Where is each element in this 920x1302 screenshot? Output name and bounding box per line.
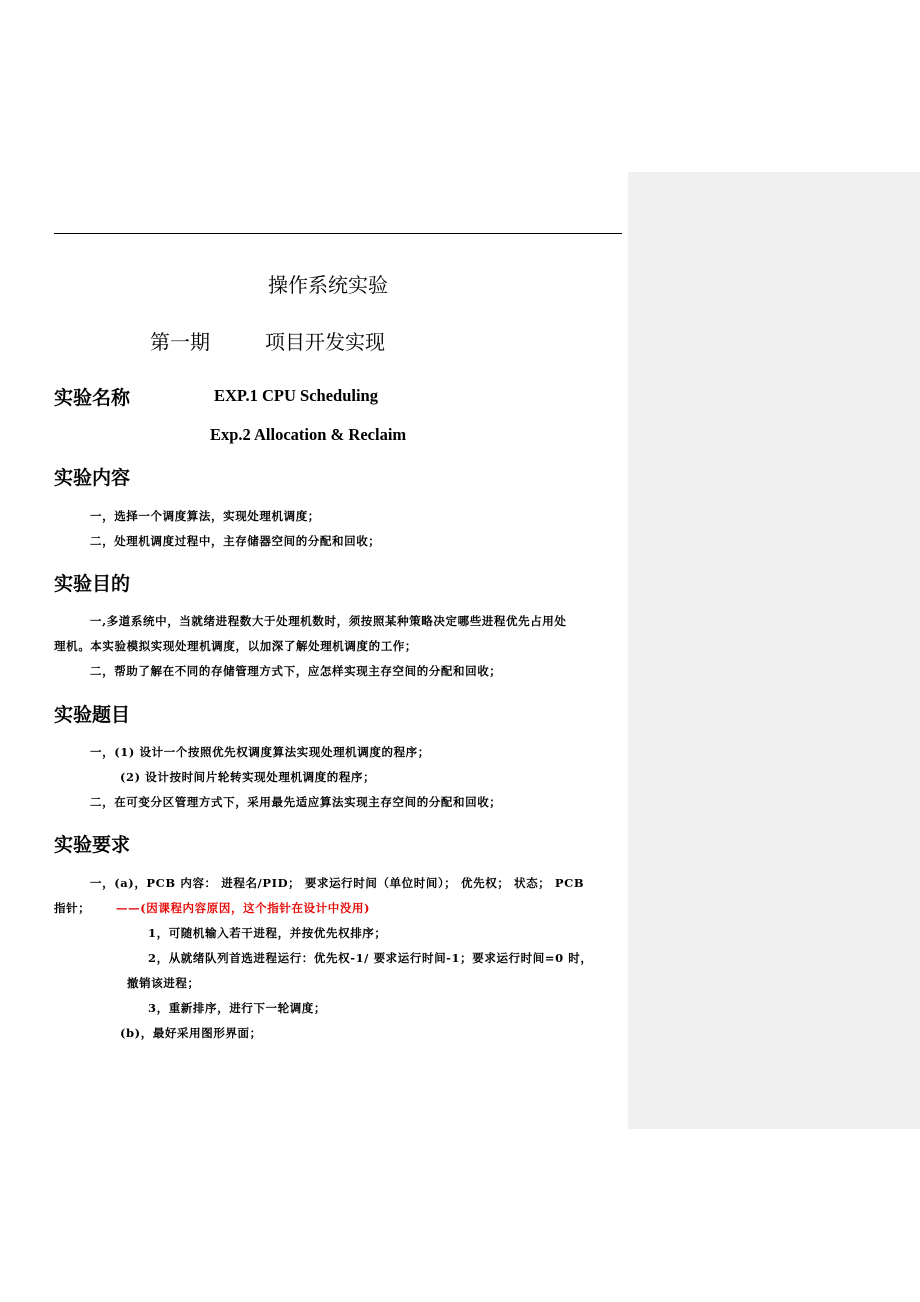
header-rule — [54, 233, 622, 234]
purpose-line-3: 二，帮助了解在不同的存储管理方式下，应怎样实现主存空间的分配和回收； — [90, 664, 502, 678]
purpose-line-2: 理机。本实验模拟实现处理机调度，以加深了解处理机调度的工作； — [54, 639, 417, 653]
topic-line-1: 一，(1) 设计一个按照优先权调度算法实现处理机调度的程序； — [90, 745, 430, 759]
req-step-3: 3，重新排序，进行下一轮调度； — [148, 1001, 326, 1015]
req-step-2: 2，从就绪队列首选进程运行：优先权-1/ 要求运行时间-1；要求运行时间=0 时， — [148, 951, 593, 965]
project-label: 项目开发实现 — [265, 330, 385, 354]
req-line-2-note: ——(因课程内容原因，这个指针在设计中没用) — [116, 901, 371, 915]
content-line-2: 二，处理机调度过程中，主存储器空间的分配和回收； — [90, 534, 381, 548]
exp1-name: EXP.1 CPU Scheduling — [214, 386, 378, 405]
content-line-1: 一，选择一个调度算法，实现处理机调度； — [90, 509, 320, 523]
comment-pane — [628, 172, 920, 1129]
topic-line-3: 二，在可变分区管理方式下，采用最先适应算法实现主存空间的分配和回收； — [90, 795, 502, 809]
req-line-1: 一，(a)，PCB 内容： 进程名/PID； 要求运行时间（单位时间）； 优先权； 状态； PCB — [90, 876, 585, 890]
section-heading-topic: 实验题目 — [54, 704, 131, 726]
req-step-2-cont: 撤销该进程； — [127, 976, 200, 990]
doc-title: 操作系统实验 — [268, 273, 388, 297]
section-heading-requirements: 实验要求 — [54, 834, 131, 856]
section-heading-name: 实验名称 — [54, 387, 131, 409]
req-b: (b)，最好采用图形界面； — [120, 1026, 262, 1040]
exp2-name: Exp.2 Allocation & Reclaim — [210, 425, 407, 444]
req-step-1: 1，可随机输入若干进程，并按优先权排序； — [148, 926, 387, 940]
period-label: 第一期 — [150, 330, 210, 354]
section-heading-content: 实验内容 — [54, 467, 131, 489]
req-line-2-prefix: 指针； — [54, 901, 91, 915]
purpose-line-1: 一,多道系统中，当就绪进程数大于处理机数时，须按照某种策略决定哪些进程优先占用处 — [90, 614, 567, 628]
topic-line-2: (2) 设计按时间片轮转实现处理机调度的程序； — [120, 770, 376, 784]
section-heading-purpose: 实验目的 — [54, 573, 131, 595]
